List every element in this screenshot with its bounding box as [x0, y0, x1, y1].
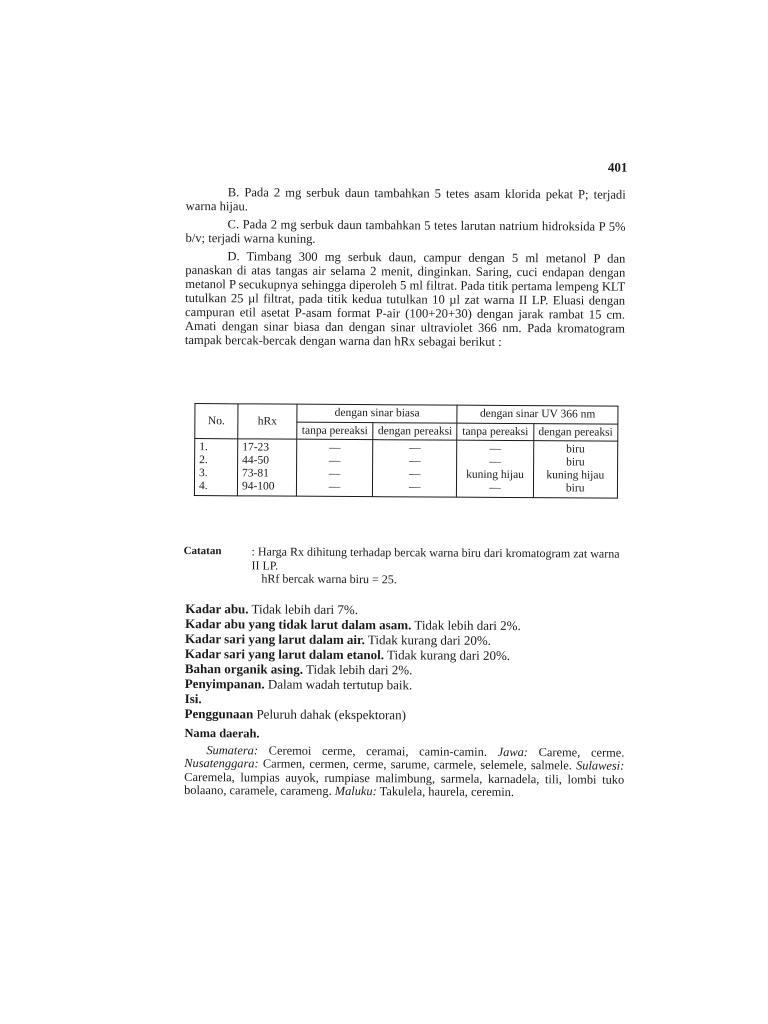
document-page: [183, 155, 628, 800]
quality-value: Tidak kurang dari 20%.: [384, 647, 511, 663]
quality-list: [185, 601, 626, 724]
region-names: Carmen, cermen, cerme, sarume, carmele, selemele, salmele.: [258, 756, 577, 773]
cell-hrx: 17-23: [242, 441, 270, 454]
hrx-table: [194, 403, 619, 499]
paragraph-c: C. Pada 2 mg serbuk daun tambahkan 5 tetes larutan natrium hidroksida P 5% b/v; terjadi warna kuning.: [185, 217, 626, 246]
paragraph-b: B. Pada 2 mg serbuk daun tambahkan 5 tetes asam klorida pekat P; terjadi warna hijau.: [185, 185, 626, 214]
note-block: [183, 545, 623, 588]
quality-item: [185, 706, 625, 724]
cell-uv-dengan: biru: [566, 456, 585, 469]
cell-hrx: 44-50: [242, 454, 270, 467]
group-biasa-header: dengan sinar biasa: [297, 404, 458, 422]
quality-label: Kadar abu yang tidak larut dalam asam.: [185, 616, 412, 633]
nama-daerah-body: [184, 744, 624, 801]
quality-label: Isi.: [184, 691, 202, 707]
cell-no: 1.: [199, 441, 208, 454]
quality-value: Peluruh dahak (ekspektoran): [253, 706, 406, 723]
cell-dash: —: [328, 454, 341, 467]
cell-no: 3.: [199, 467, 208, 480]
page-number: 401: [607, 159, 628, 175]
cell-uv-tanpa: kuning hijau: [466, 468, 524, 482]
no-column: [194, 439, 237, 496]
biasa-tanpa-column: [296, 439, 372, 496]
nama-daerah-title: Nama daerah.: [184, 726, 260, 741]
quality-value: Dalam wadah tertutup baik.: [264, 676, 413, 693]
cell-no: 4.: [198, 480, 208, 493]
region-label: Sulawesi:: [576, 758, 625, 773]
note-line-2: hRf bercak warna biru = 25.: [261, 571, 397, 587]
cell-uv-dengan: biru: [566, 443, 585, 456]
quality-label: Penyimpanan.: [184, 676, 265, 692]
cell-uv-tanpa: —: [489, 442, 501, 455]
sub-uv-dengan: dengan pereaksi: [533, 423, 618, 441]
cell-hrx: 94-100: [241, 480, 275, 493]
uv-dengan-column: [533, 441, 618, 499]
quality-label: Penggunaan: [184, 706, 254, 722]
region-names: Ceremoi cerme, ceramai, camin-camin.: [257, 742, 498, 759]
region-label: Maluku:: [334, 783, 377, 799]
sub-biasa-tanpa: tanpa pereaksi: [297, 422, 373, 440]
cell-dash: —: [409, 468, 421, 481]
cell-uv-tanpa: —: [489, 455, 501, 468]
cell-uv-dengan: kuning hijau: [546, 469, 605, 482]
cell-uv-tanpa: —: [489, 481, 501, 494]
region-label: Sumatera:: [206, 742, 259, 757]
cell-dash: —: [409, 442, 421, 455]
cell-dash: —: [328, 467, 341, 480]
region-label: Jawa:: [497, 744, 528, 759]
quality-label: Kadar abu.: [185, 601, 249, 617]
biasa-dengan-column: [372, 440, 457, 498]
quality-value: Tidak kurang dari 20%.: [364, 632, 491, 648]
quality-value: Tidak lebih dari 2%.: [302, 661, 413, 678]
uv-tanpa-column: [457, 440, 533, 497]
hrx-column: [237, 439, 296, 496]
paragraph-d: D. Timbang 300 mg serbuk daun, campur dengan 5 ml metanol P dan panaskan di atas tangas air selama 2 menit, dinginkan. Saring, cuci endapan dengan metanol P secukupnya sehingga diperoleh 5 ml filtrat. Pada titik pertama lempeng KLT tutulkan 25 µl filtrat, pada titik kedua tutulkan 10 µl zat warna II LP. Eluasi dengan campuran etil asetat P-asam format P-air (100+20+30) dengan jarak rambat 15 cm. Amati dengan sinar biasa dan dengan sinar ultraviolet 366 nm. Pada kromatogram tampak bercak-bercak dengan warna dan hRx sebagai berikut :: [184, 249, 626, 349]
quality-label: Kadar sari yang larut dalam etanol.: [184, 646, 385, 663]
quality-item: [185, 676, 625, 694]
note-line-1: : Harga Rx dihitung terhadap bercak warna biru dari kromatogram zat warna II LP.: [251, 544, 620, 573]
cell-hrx: 73-81: [242, 467, 269, 480]
col-hrx-header: hRx: [238, 404, 297, 439]
quality-value: Tidak lebih dari 2%.: [411, 617, 521, 634]
region-names: Caremela, lumpias auyok, rumpiase malimbung, sarmela, karnadela, tili, lombi tuko bolaano, caramele, carameng.: [184, 769, 625, 798]
cell-dash: —: [408, 481, 421, 494]
region-names: Takulela, haurela, ceremin.: [376, 784, 515, 800]
cell-dash: —: [409, 455, 421, 468]
quality-value: Tidak lebih dari 7%.: [248, 601, 359, 618]
note-label: Catatan: [183, 544, 222, 558]
group-uv-header: dengan sinar UV 366 nm: [457, 405, 618, 423]
quality-label: Bahan organik asing.: [184, 661, 304, 677]
sub-biasa-dengan: dengan pereaksi: [373, 422, 458, 440]
table-body-row: [194, 439, 617, 499]
quality-label: Kadar sari yang larut dalam air.: [185, 631, 365, 648]
cell-dash: —: [328, 441, 341, 454]
cell-no: 2.: [199, 454, 208, 467]
cell-uv-dengan: biru: [565, 482, 585, 495]
col-no-header: No.: [195, 404, 238, 439]
note-body: [251, 545, 623, 588]
nama-daerah-section: [184, 727, 624, 800]
cell-dash: —: [328, 480, 341, 493]
region-names: Careme, cerme.: [527, 744, 625, 760]
region-label: Nusatenggara:: [184, 756, 259, 771]
sub-uv-tanpa: tanpa pereaksi: [457, 423, 533, 441]
